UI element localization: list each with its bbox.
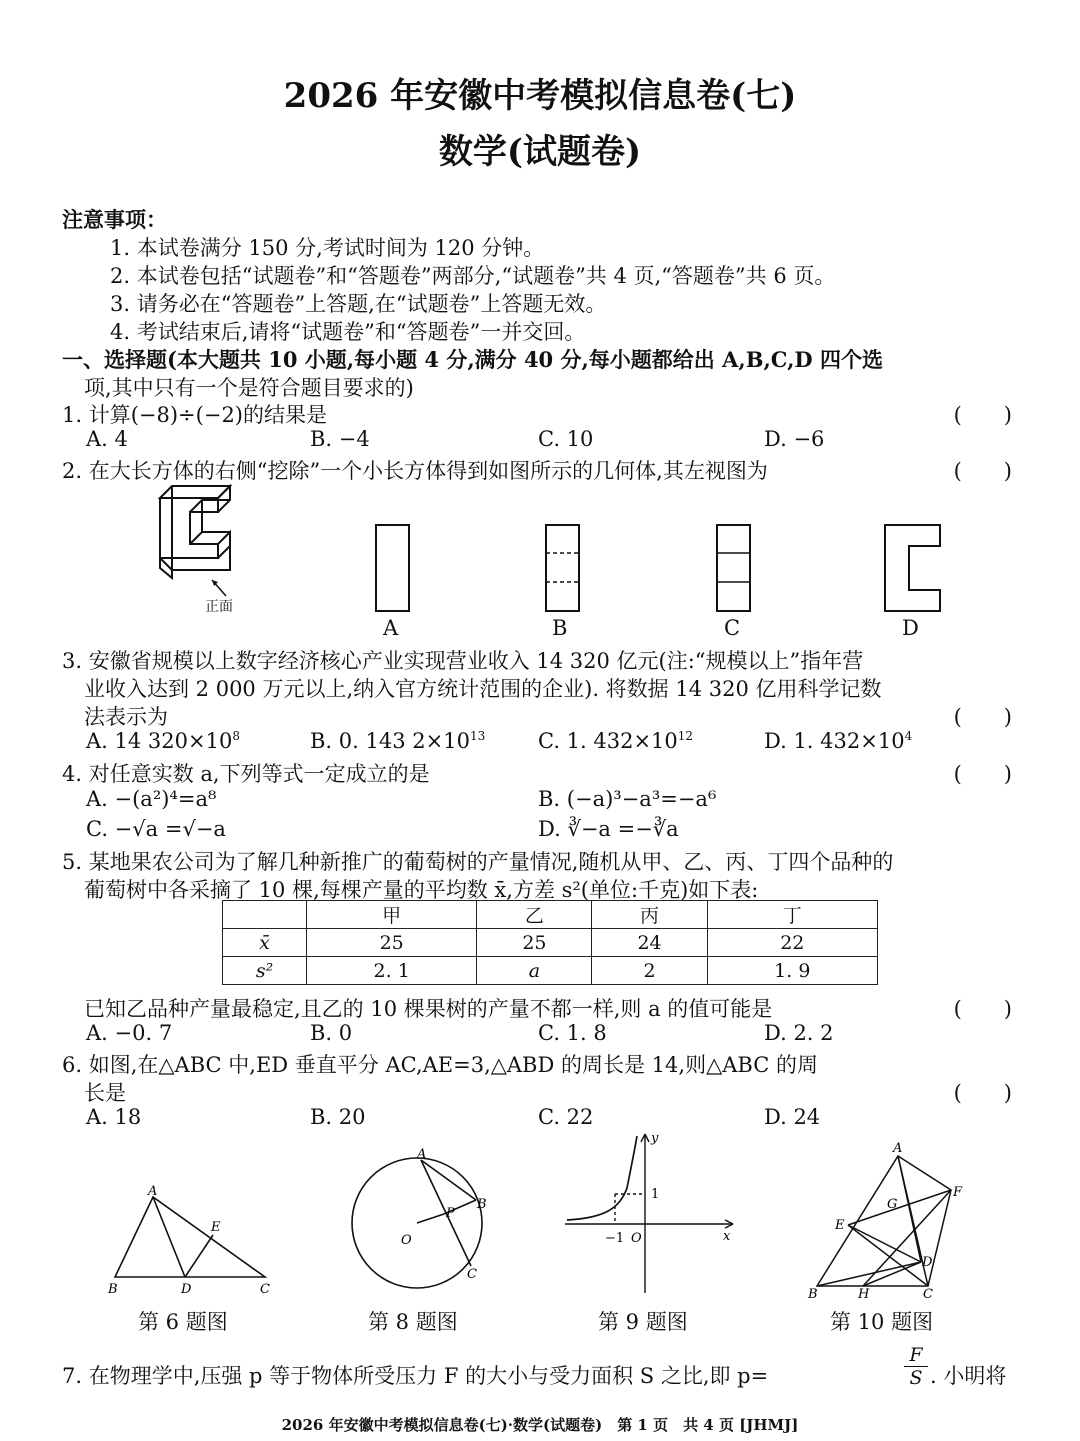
fig6-caption: 第 6 题图 [138,1310,228,1334]
q2-label-c: C [724,616,741,640]
axis-label: O [631,1231,642,1246]
answer-bracket: ( ) [953,1081,1012,1105]
q5-stem-line: 5. 某地果农公司为了解几种新推广的葡萄树的产量情况,随机从甲、乙、丙、丁四个品种的 [62,850,894,874]
q3-stem-line: 法表示为 [84,705,168,729]
notice-heading: 注意事项： [62,207,167,232]
point-label: H [858,1287,870,1302]
table-cell: a [477,957,592,985]
table-row [223,929,878,957]
table-cell: 2 [592,957,707,985]
axis-label: y [651,1131,659,1146]
point-label: B [808,1287,818,1302]
point-label: C [467,1267,477,1282]
q2-stem: 2. 在大长方体的右侧“挖除”一个小长方体得到如图所示的几何体,其左视图为 [62,459,768,483]
table-cell [223,901,307,929]
q4-option-c: C. −√a =√−a [86,817,226,841]
tick-label: 1 [651,1187,660,1202]
q5-option-d: D. 2. 2 [764,1021,834,1045]
table-cell: 1. 9 [707,957,877,985]
page-title: 2026 年安徽中考模拟信息卷(七) [283,76,797,116]
fig9-graph [565,1128,740,1298]
q5-stem-line: 已知乙品种产量最稳定,且乙的 10 棵果树的产量不都一样,则 a 的值可能是 [84,997,773,1021]
q4-stem: 4. 对任意实数 a,下列等式一定成立的是 [62,762,430,786]
table-cell: 丁 [707,901,877,929]
q1-stem: 1. 计算(−8)÷(−2)的结果是 [62,403,327,427]
q7-stem-tail: . 小明将 [930,1364,1007,1388]
section-heading: 一、选择题(本大题共 10 小题,每小题 4 分,满分 40 分,每小题都给出 A,B,C,D 四个选 [62,347,883,372]
point-label: B [108,1282,118,1297]
answer-bracket: ( ) [953,997,1012,1021]
notice-item: 1. 本试卷满分 150 分,考试时间为 120 分钟。 [110,236,545,260]
fig8-circle [345,1148,490,1298]
q2-option-c-figure [716,524,752,612]
table-cell: x̄ [223,929,307,957]
fraction-denominator: S [909,1367,923,1389]
q6-stem-line: 6. 如图,在△ABC 中,ED 垂直平分 AC,AE=3,△ABD 的周长是 14,则△ABC 的周 [62,1053,818,1077]
point-label: B [477,1197,487,1212]
table-cell: 丙 [592,901,707,929]
point-label: O [401,1233,412,1248]
q2-option-d-figure [884,524,942,612]
fraction-numerator: F [904,1344,928,1367]
tick-label: −1 [605,1231,625,1246]
q5-option-c: C. 1. 8 [538,1021,607,1045]
q3-stem-line: 3. 安徽省规模以上数字经济核心产业实现营业收入 14 320 亿元(注:“规模以上”指年营 [62,649,864,673]
q2-label-d: D [902,616,919,640]
table-cell: 乙 [477,901,592,929]
fig9-caption: 第 9 题图 [598,1310,688,1334]
answer-bracket: ( ) [953,403,1012,427]
q6-option-b: B. 20 [310,1105,366,1129]
table-cell: 甲 [307,901,477,929]
page-subtitle: 数学(试题卷) [438,132,642,172]
q3-option-c: C. 1. $432\times 10^{12}$ [538,729,694,753]
q3-stem-line: 业收入达到 2 000 万元以上,纳入官方统计范围的企业). 将数据 14 320 亿用科学记数 [84,677,882,701]
q6-option-d: D. 24 [764,1105,821,1129]
q1-option-d: D. −6 [764,427,825,451]
q2-label-a: A [383,616,399,640]
q2-option-b-figure [545,524,581,612]
point-label: A [417,1147,427,1162]
table-cell: s² [223,957,307,985]
point-label: C [260,1282,270,1297]
point-label: E [835,1218,845,1233]
axis-label: x [723,1229,731,1244]
q2-front-label: 正面 [205,599,233,615]
q6-option-c: C. 22 [538,1105,594,1129]
q1-option-a: A. 4 [86,427,128,451]
q2-label-b: B [552,616,568,640]
q3-option-a: A. 14 $320\times 10^8$ [86,729,240,753]
point-label: D [181,1282,192,1297]
notice-item: 4. 考试结束后,请将“试题卷”和“答题卷”一并交回。 [110,320,586,344]
q7-fraction [904,1344,928,1389]
point-label: E [211,1220,221,1235]
table-cell: 25 [307,929,477,957]
point-label: A [893,1141,903,1156]
point-label: C [923,1287,933,1302]
table-cell: 2. 1 [307,957,477,985]
q4-option-a: A. −(a²)⁴=a⁸ [86,787,217,811]
point-label: G [887,1197,898,1212]
page-footer: 2026 年安徽中考模拟信息卷(七)·数学(试题卷) 第 1 页 共 4 页 [JHMJ] [281,1416,799,1434]
q5-option-a: A. −0. 7 [86,1021,173,1045]
answer-bracket: ( ) [953,762,1012,786]
q5-option-b: B. 0 [310,1021,353,1045]
fig8-caption: 第 8 题图 [368,1310,458,1334]
fig10-caption: 第 10 题图 [830,1310,934,1334]
q4-option-d: D. ∛−a =−∛a [538,817,679,841]
table-cell: 25 [477,929,592,957]
table-cell: 22 [707,929,877,957]
table-cell: 24 [592,929,707,957]
point-label: P [446,1206,455,1221]
point-label: F [953,1185,963,1200]
q6-option-a: A. 18 [86,1105,142,1129]
q4-option-b: B. (−a)³−a³=−a⁶ [538,787,717,811]
q5-stem-line: 葡萄树中各采摘了 10 棵,每棵产量的平均数 x̄,方差 s²(单位:千克)如下表: [84,878,759,902]
notice-item: 2. 本试卷包括“试题卷”和“答题卷”两部分,“试题卷”共 4 页,“答题卷”共 6 页。 [110,264,836,288]
table-row [223,957,878,985]
table-header-row [223,901,878,929]
section-heading-cont: 项,其中只有一个是符合题目要求的) [84,376,414,400]
fig6-triangle [105,1185,280,1295]
q2-option-a-figure [375,524,411,612]
q3-option-d: D. 1. $432\times 10^4$ [764,729,913,753]
q3-option-b: B. 0. 143 $2\times 10^{13}$ [310,729,486,753]
fig10-figure [803,1140,978,1300]
answer-bracket: ( ) [953,459,1012,483]
q7-stem: 7. 在物理学中,压强 p 等于物体所受压力 F 的大小与受力面积 S 之比,即 p= [62,1364,769,1388]
q1-option-b: B. −4 [310,427,370,451]
q6-stem-line: 长是 [84,1081,126,1105]
point-label: D [922,1255,933,1270]
point-label: A [148,1184,158,1199]
q5-data-table [222,900,878,985]
answer-bracket: ( ) [953,705,1012,729]
notice-item: 3. 请务必在“答题卷”上答题,在“试题卷”上答题无效。 [110,292,607,316]
q1-option-c: C. 10 [538,427,594,451]
